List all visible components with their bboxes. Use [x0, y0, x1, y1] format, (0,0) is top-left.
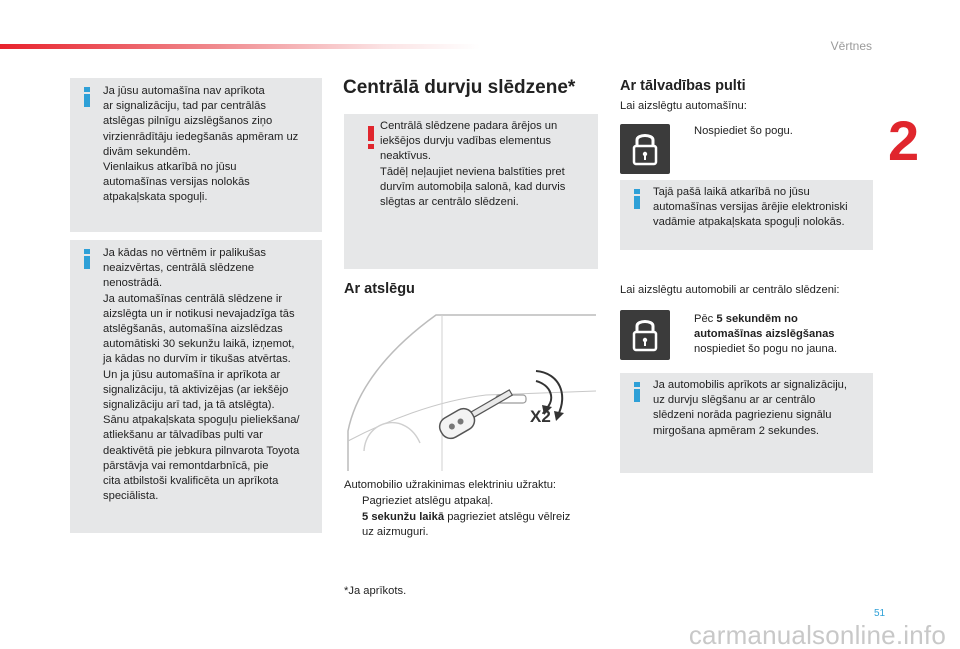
- info-text: Ja kādas no vērtnēm ir palikušas neaizvērtas, centrālā slēdzene nenostrādā. Ja automašīnas centrālā slēdzene ir aizslēgta un ir notikusi nevajadzīga tās atslēgšanās, automašīna aizslēdzas automātiski 30 sekunžu laikā, izņemot, ja kādas no durvīm ir tikušas atvērtas. Un ja jūsu automašīna ir aprīkota ar signalizāciju, tā aktivizējas (ar iekšējo signalizāciju arī tad, ja tā atslēgta). Sānu atpakaļskata spoguļu pieliekšana/ atliekšanu ar tālvadības pulti var deaktivētā pie jebkura pilnvarota Toyota pārstāvja vai remontdarbnīcā, pie cita atbilstoši kvalificēta un aprīkota speciālista.: [103, 247, 300, 503]
- info-text: Tajā pašā laikā atkarībā no jūsu automašīnas versijas ārējie elektroniski vadāmie atpakaļskata spoguļi nolokās.: [653, 186, 848, 229]
- warning-box: [344, 114, 598, 269]
- footnote: *Ja aprīkots.: [344, 585, 407, 597]
- watermark: carmanualsonline.info: [688, 620, 946, 649]
- info-icon: [83, 87, 91, 107]
- chapter-number: 2: [888, 109, 920, 172]
- header-accent-bar: [0, 44, 480, 49]
- section-title: Vērtnes: [830, 39, 872, 53]
- page-title: Centrālā durvju slēdzene*: [343, 77, 576, 98]
- warning-text: Centrālā slēdzene padara ārējos un iekšējos durvju vadības elementus neaktīvus. Tādēļ neļaujiet neviena balstīties pret durvīm automobiļa salonā, kad durvis slēgtas ar centrālo slēdzeni.: [380, 120, 566, 209]
- section-heading-remote: Ar tālvadības pulti: [620, 78, 746, 94]
- info-box-doors-open: [70, 240, 322, 533]
- info-text: Ja jūsu automašīna nav aprīkota ar signalizāciju, tad par centrālās atslēgas pilnīgu aizslēgšanos ziņo virzienrādītāju iedegšanās apmēram uz divām sekundēm. Vienlaikus atkarībā no jūsu automašīnas versijas nolokās atpakaļskata spoguļi.: [103, 85, 299, 204]
- key-turn-illustration: [346, 311, 596, 473]
- info-icon: [633, 189, 641, 209]
- section-heading-key: Ar atslēgu: [344, 281, 415, 297]
- info-icon: [633, 382, 641, 402]
- info-box-mirrors: [620, 180, 873, 250]
- remote-intro-2: Lai aizslēgtu automobili ar centrālo slēdzeni:: [620, 284, 840, 296]
- remote-lock-button-icon-2: [620, 310, 670, 360]
- warning-icon: [368, 126, 375, 150]
- key-intro: Automobilio užrakinimas elektriniu užraktu:: [344, 479, 557, 491]
- remote-lock-button-icon: [620, 124, 670, 174]
- repeat-label: X2: [530, 407, 551, 426]
- info-box-signalling: [70, 78, 322, 232]
- info-icon: [83, 249, 91, 269]
- page-number: 51: [874, 608, 886, 619]
- info-text: Ja automobilis aprīkots ar signalizāciju, uz durvju slēgšanu ar ar centrālo slēdzeni norāda pagriezienu signālu mirgošana apmēram 2 sekundes.: [653, 379, 848, 437]
- info-box-alarm: [620, 373, 873, 473]
- remote-intro: Lai aizslēgtu automašīnu:: [620, 100, 747, 112]
